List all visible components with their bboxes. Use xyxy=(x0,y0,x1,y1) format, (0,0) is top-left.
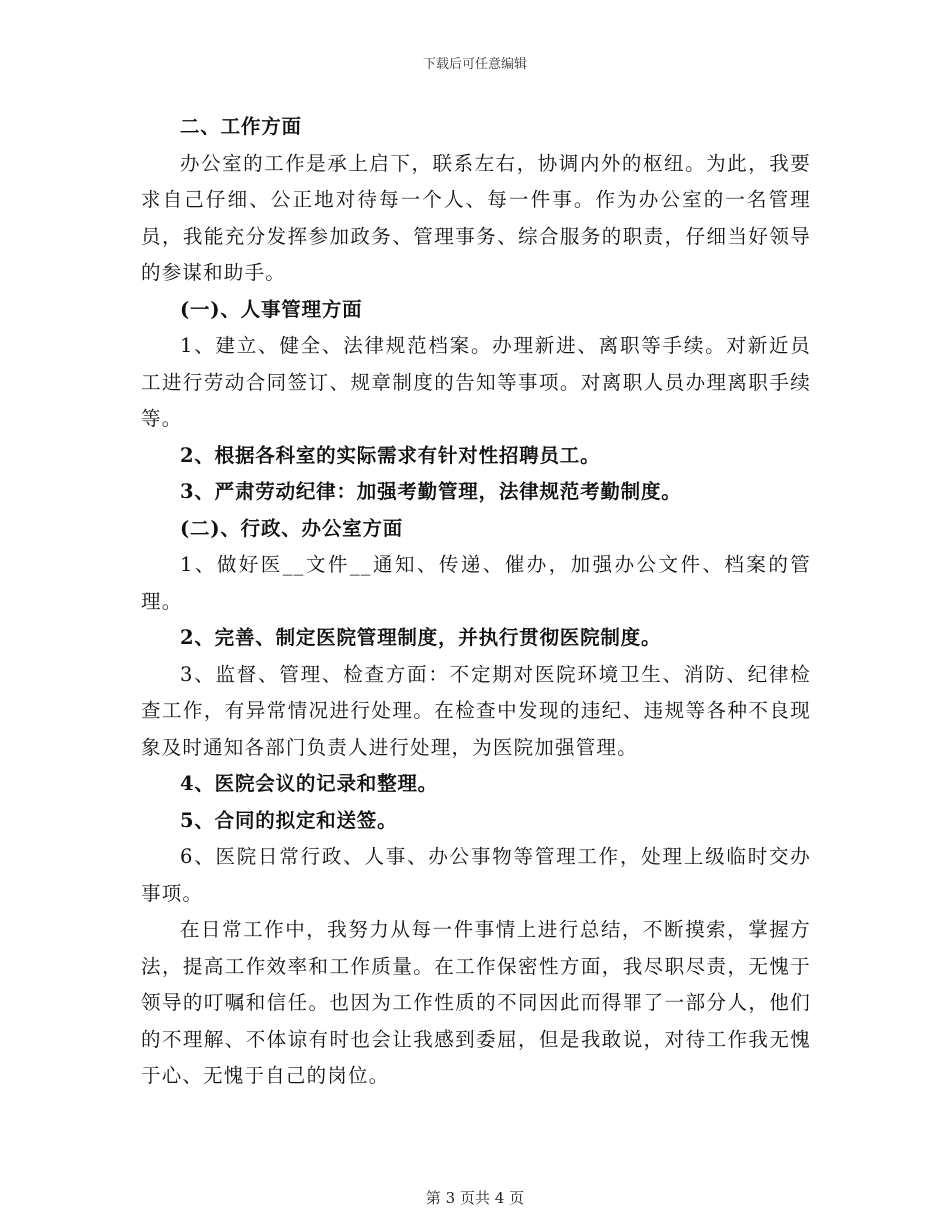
body-paragraph: 在日常工作中，我努力从每一件事情上进行总结，不断摸索，掌握方法，提高工作效率和工作质量。在工作保密性方面，我尽职尽责，无愧于领导的叮嘱和信任。也因为工作性质的不同因此而得罪了一部分人，他们的不理解、不体谅有时也会让我感到委屈，但是我敢说，对待工作我无愧于心、无愧于自己的岗位。 xyxy=(141,918,811,1087)
bold-list-item: 4、医院会议的记录和整理。 xyxy=(180,772,438,795)
body-paragraph: 办公室的工作是承上启下，联系左右，协调内外的枢纽。为此，我要求自己仔细、公正地对待每一个人、每一件事。作为办公室的一名管理员，我能充分发挥参加政务、管理事务、综合服务的职责，仔细当好领导的参谋和助手。 xyxy=(141,151,811,284)
subsection-heading: (一)、人事管理方面 xyxy=(180,297,363,321)
bold-list-item: 5、合同的拟定和送签。 xyxy=(180,808,398,832)
bold-list-item: 2、根据各科室的实际需求有针对性招聘员工。 xyxy=(180,443,601,467)
bold-list-item: 2、完善、制定医院管理制度，并执行贯彻医院制度。 xyxy=(180,626,662,649)
document-body xyxy=(141,109,811,1095)
bold-list-item: 3、严肃劳动纪律：加强考勤管理，法律规范考勤制度。 xyxy=(180,480,682,503)
subsection-heading: (二)、行政、办公室方面 xyxy=(180,516,404,540)
section-heading: 二、工作方面 xyxy=(180,115,302,138)
page-number: 第 3 页共 4 页 xyxy=(425,1189,525,1207)
body-paragraph: 1、建立、健全、法律规范档案。办理新进、离职等手续。对新近员工进行劳动合同签订、规章制度的告知等事项。对离职人员办理离职手续等。 xyxy=(141,334,811,430)
page-header: 下载后可任意编辑 xyxy=(422,57,527,72)
body-paragraph: 3、监督、管理、检查方面：不定期对医院环境卫生、消防、纪律检查工作，有异常情况进行处理。在检查中发现的违纪、违规等各种不良现象及时通知各部门负责人进行处理，为医院加强管理。 xyxy=(141,662,811,759)
body-paragraph: 1、做好医__文件__通知、传递、催办，加强办公文件、档案的管理。 xyxy=(141,553,811,613)
body-paragraph: 6、医院日常行政、人事、办公事物等管理工作，处理上级临时交办事项。 xyxy=(141,845,811,905)
